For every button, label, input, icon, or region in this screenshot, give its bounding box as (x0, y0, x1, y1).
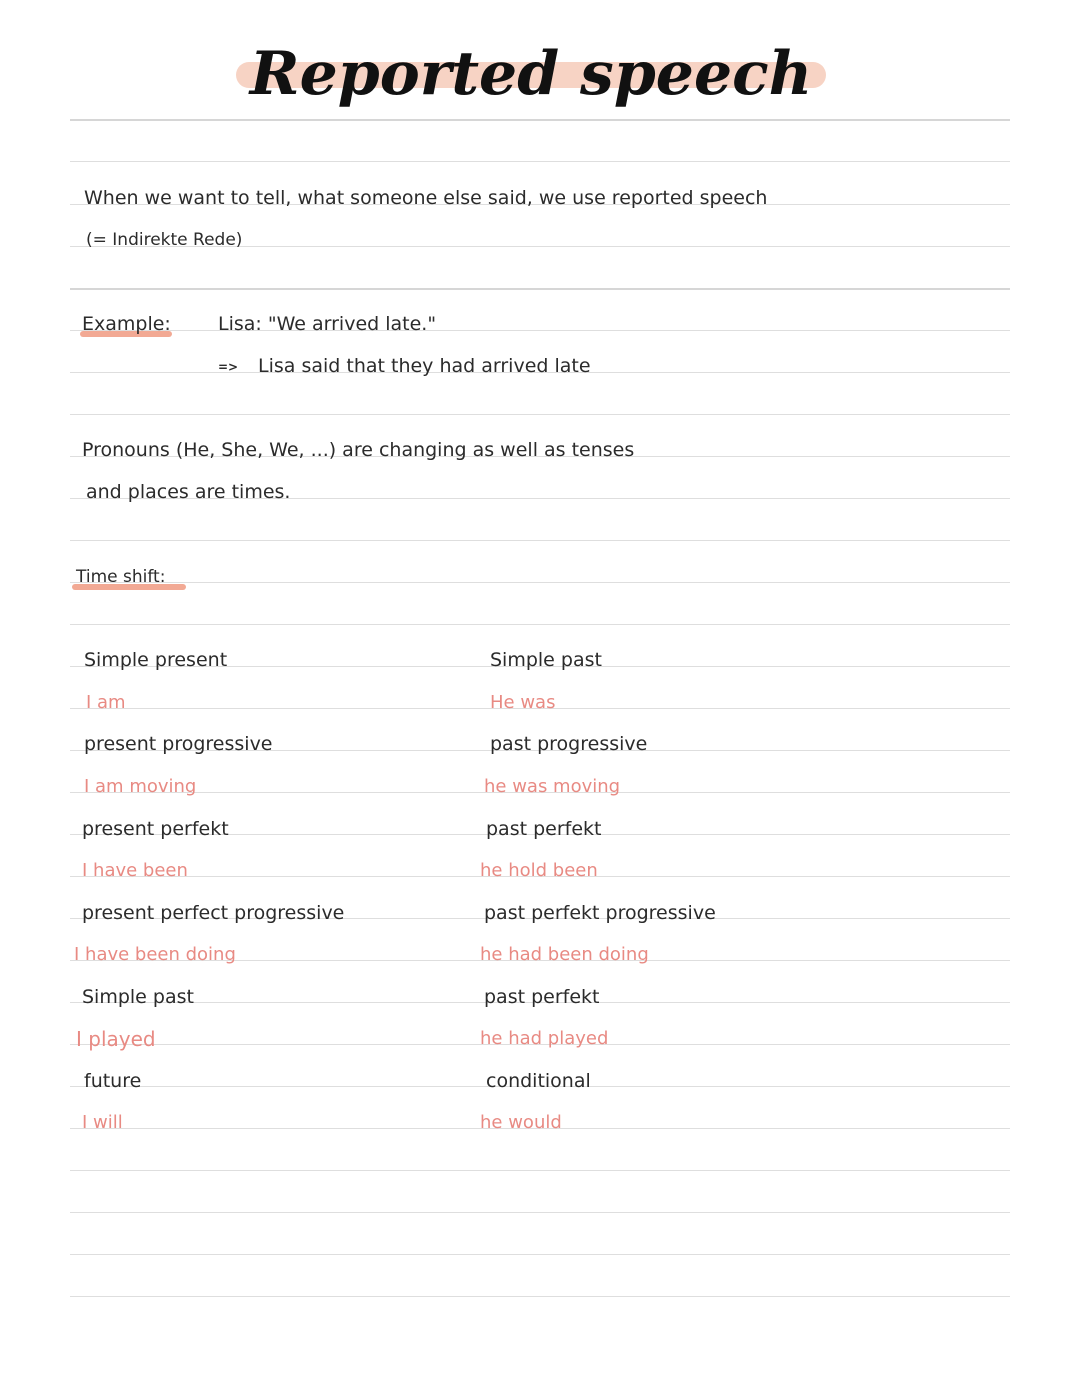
tense-present: Simple present (84, 649, 228, 671)
pronouns-line-1: Pronouns (He, She, We, ...) are changing as well as tenses (82, 439, 635, 461)
example-label: Example: (82, 313, 171, 335)
tense-past: past perfekt (486, 818, 602, 840)
tense-past: Simple past (490, 649, 602, 671)
example-present: I am (86, 692, 126, 713)
tense-past: past progressive (490, 733, 648, 755)
example-arrow: => (218, 360, 239, 374)
example-past: He was (490, 692, 556, 713)
tense-past: past perfekt progressive (484, 902, 716, 924)
rule-line (70, 1296, 1010, 1297)
rule-line (70, 414, 1010, 415)
intro-line-2: (= Indirekte Rede) (86, 230, 243, 250)
example-past: he had played (480, 1028, 609, 1049)
example-past: he had been doing (480, 944, 649, 965)
tense-present: present perfekt (82, 818, 229, 840)
rule-line (70, 330, 1010, 331)
example-present: I am moving (84, 776, 197, 797)
rule-line (70, 1170, 1010, 1171)
example-present: I have been (82, 860, 188, 881)
title-block (236, 34, 826, 120)
example-past: he was moving (484, 776, 621, 797)
tense-past: past perfekt (484, 986, 600, 1008)
rule-line (70, 624, 1010, 625)
time-shift-label: Time shift: (76, 567, 166, 587)
rule-line (70, 1212, 1010, 1213)
example-reported: Lisa said that they had arrived late (258, 355, 591, 377)
tense-present: future (84, 1070, 142, 1092)
rule-line (70, 288, 1010, 290)
example-present: I have been doing (74, 944, 236, 965)
tense-present: present perfect progressive (82, 902, 345, 924)
rule-line (70, 161, 1010, 162)
page-title: Reported speech (249, 39, 813, 109)
tense-past: conditional (486, 1070, 591, 1092)
tense-present: Simple past (82, 986, 194, 1008)
rule-line (70, 540, 1010, 541)
tense-present: present progressive (84, 733, 273, 755)
example-quote: Lisa: "We arrived late." (218, 313, 437, 335)
example-past: he would (480, 1112, 562, 1133)
intro-line-1: When we want to tell, what someone else said, we use reported speech (84, 187, 768, 209)
example-present: I will (82, 1112, 123, 1133)
rule-line (70, 582, 1010, 583)
example-past: he hold been (480, 860, 598, 881)
rule-line (70, 1254, 1010, 1255)
example-present: I played (76, 1027, 156, 1051)
pronouns-line-2: and places are times. (86, 481, 291, 503)
